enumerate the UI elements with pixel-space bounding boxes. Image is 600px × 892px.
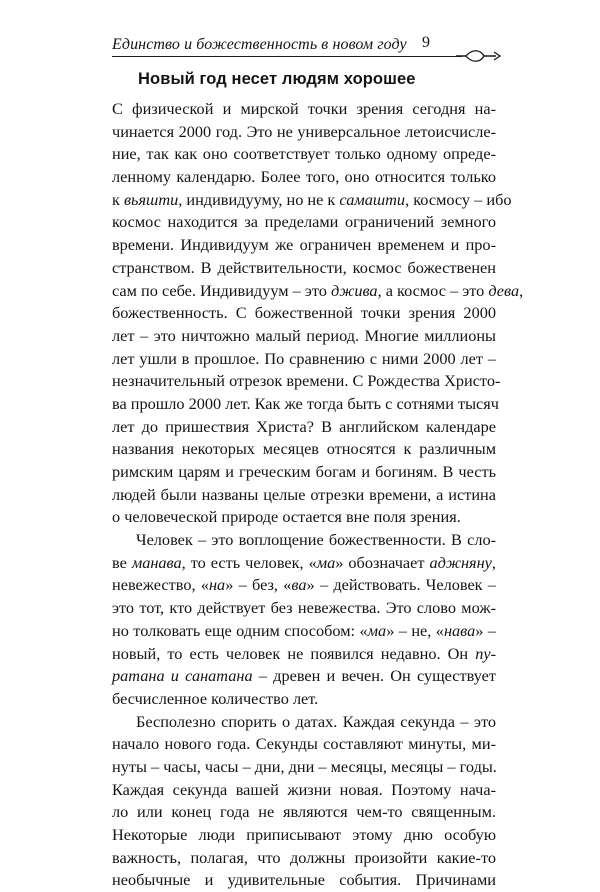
text-run: но толковать еще одним способом: « — [112, 620, 368, 640]
text-run: , космосу – ибо — [405, 189, 512, 209]
text-run: необычные и удивительные события. Причинами — [112, 870, 496, 890]
text-run: названия некоторых месяцев относятся к различным — [112, 439, 496, 459]
text-line — [112, 824, 496, 847]
text-run: » обозначает — [335, 552, 430, 572]
text-line — [112, 280, 524, 303]
text-run: людей были названы целые отрезки времени, а истина — [112, 484, 496, 504]
text-run: Человек – это воплощение божественности. В сло- — [136, 530, 496, 550]
text-run: Бесполезно спорить о датах. Каждая секунда – это — [136, 711, 496, 731]
text-run: ва прошло 2000 лет. Как же тогда быть с сотнями тысяч — [112, 393, 499, 413]
text-run: бесчисленное количество лет. — [112, 688, 319, 708]
text-run: это тот, кто действует без невежества. Это слово мож- — [112, 598, 496, 618]
italic-term: джива — [330, 280, 378, 300]
text-line — [112, 143, 496, 166]
text-line — [112, 733, 496, 756]
text-run: невежество, « — [112, 575, 209, 595]
italic-term: ма — [316, 552, 336, 572]
text-line — [112, 506, 496, 529]
text-run: космос находится за пределами ограничений земного — [112, 212, 496, 232]
page-number: 9 — [422, 34, 430, 51]
italic-term: ва — [291, 575, 307, 595]
text-line — [112, 211, 496, 234]
text-line — [112, 574, 496, 597]
text-run: нуты – часы, часы – дни, дни – месяцы, месяцы – годы. — [112, 756, 497, 776]
text-run: начало нового года. Секунды составляют минуты, ми- — [112, 734, 496, 754]
text-line — [112, 847, 496, 870]
text-run: божественность. С божественной точки зрения 2000 — [112, 303, 496, 323]
text-run: , то есть человек, « — [181, 552, 317, 572]
text-line — [112, 643, 496, 666]
italic-term: на — [208, 575, 226, 595]
text-line — [112, 393, 499, 416]
text-line — [112, 529, 496, 552]
text-line — [112, 461, 496, 484]
text-run: » – действовать. Человек – — [306, 575, 496, 595]
section-heading: Новый год несет людям хорошее — [138, 70, 416, 88]
italic-term: дева — [488, 280, 520, 300]
italic-term: вьяшти — [123, 189, 179, 209]
italic-term: самашти — [339, 189, 406, 209]
text-line — [112, 665, 496, 688]
text-run: » – — [475, 620, 496, 640]
text-run: о человеческой природе остается вне поля зрения. — [112, 507, 461, 527]
text-run: , а космос – это — [377, 280, 489, 300]
text-run: , — [519, 280, 524, 300]
text-line — [112, 257, 496, 280]
running-header — [112, 34, 504, 58]
text-line — [112, 438, 496, 461]
text-run: ве — [112, 552, 132, 572]
text-run: лет до пришествия Христа? В английском календаре — [112, 416, 496, 436]
running-title: Единство и божественность в новом году — [112, 36, 407, 53]
text-run: Каждая секунда вашей жизни новая. Поэтому нача- — [112, 779, 496, 799]
text-run: римским царям и греческим богам и богиням. В честь — [112, 462, 496, 481]
text-line — [112, 597, 496, 620]
text-run: , индивидууму, но не к — [178, 189, 340, 209]
text-run: важность, полагая, что должны произойти какие-то — [112, 847, 496, 867]
text-line — [112, 869, 496, 892]
text-line — [112, 620, 496, 643]
text-line — [112, 801, 496, 824]
text-run: » – не, « — [386, 620, 444, 640]
text-run: странством. В действительности, космос божественен — [112, 257, 496, 277]
text-line — [112, 189, 512, 212]
text-run: к — [112, 189, 124, 209]
text-run: новый, то есть человек не появился недавно. Он — [112, 643, 476, 663]
text-run: ленному календарю. Более того, оно относится только — [112, 167, 496, 187]
text-run: времени. Индивидуум же ограничен временем и про- — [112, 235, 496, 255]
text-line — [112, 98, 496, 121]
text-run: незначительный отрезок времени. С Рождества Христо- — [112, 371, 501, 391]
text-line — [112, 370, 501, 393]
text-line — [112, 121, 496, 144]
text-run: С физической и мирской точки зрения сегодня на- — [112, 99, 496, 118]
text-line — [112, 688, 496, 711]
text-run: Некоторые люди приписывают этому дню особую — [112, 825, 496, 844]
italic-term: аджняну — [429, 552, 492, 572]
text-line — [112, 484, 496, 507]
text-line — [112, 756, 496, 779]
text-line — [112, 302, 496, 325]
text-line — [112, 348, 496, 371]
text-line — [112, 552, 496, 575]
header-rule — [112, 56, 462, 57]
text-run: , — [491, 552, 496, 572]
text-run: чинается 2000 год. Это не универсальное летоисчисле- — [112, 121, 496, 141]
text-run: сам по себе. Индивидуум – это — [112, 280, 331, 300]
italic-term: ратана и санатана — [112, 666, 253, 686]
text-line — [112, 711, 496, 734]
text-line — [112, 779, 496, 802]
text-line — [112, 416, 496, 439]
text-line — [112, 166, 496, 189]
text-line — [112, 325, 496, 348]
italic-term: ма — [367, 620, 387, 640]
body-text — [112, 98, 524, 892]
text-run: лет – это ничтожно малый период. Многие миллионы — [112, 325, 496, 345]
italic-term: пу- — [475, 643, 496, 663]
text-run: – древен и вечен. Он существует — [252, 666, 496, 686]
italic-term: нава — [443, 620, 476, 640]
text-run: лет ушли в прошлое. По сравнению с ними 2000 лет – — [112, 348, 496, 368]
text-line — [112, 234, 496, 257]
text-run: » – без, « — [225, 575, 292, 595]
text-run: ние, так как оно соответствует только одному опреде- — [112, 144, 496, 164]
rule-ornament-icon — [456, 49, 502, 63]
italic-term: манава — [131, 552, 182, 572]
text-run: ло или конец года не являются чем-то священным. — [112, 802, 496, 822]
